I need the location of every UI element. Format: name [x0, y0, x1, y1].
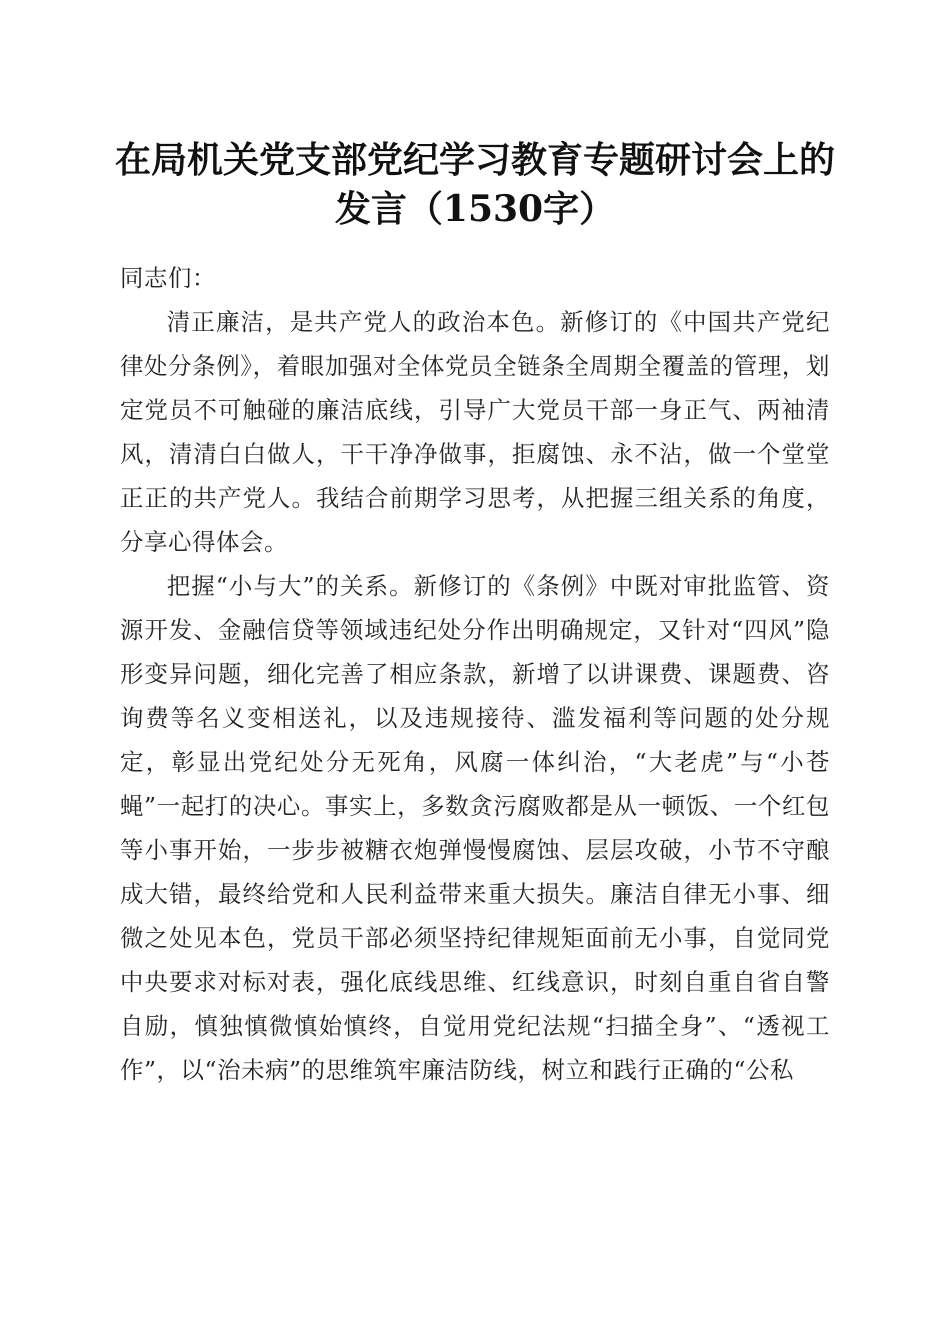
title-line-1: 在局机关党支部党纪学习教育专题研讨会上的 [114, 139, 835, 181]
document-title [100, 136, 850, 234]
document-body [120, 248, 830, 1092]
title-line-2: 发言（1530字） [334, 188, 616, 230]
paragraph-1: 清正廉洁，是共产党人的政治本色。新修订的《中国共产党纪律处分条例》，着眼加强对全体党员全链条全周期全覆盖的管理，划定党员不可触碰的廉洁底线，引导广大党员干部一身正气、两袖清风，清清白白做人，干干净净做事，拒腐蚀、永不沾，做一个堂堂正正的共产党人。我结合前期学习思考，从把握三组关系的角度，分享心得体会。 [120, 308, 830, 556]
paragraph-2: 把握“小与大”的关系。新修订的《条例》中既对审批监管、资源开发、金融信贷等领域违纪处分作出明确规定，又针对“四风”隐形变异问题，细化完善了相应条款，新增了以讲课费、课题费、咨询费等名义变相送礼，以及违规接待、滥发福利等问题的处分规定，彰显出党纪处分无死角，风腐一体纠治，“大老虎”与“小苍蝇”一起打的决心。事实上，多数贪污腐败都是从一顿饭、一个红包等小事开始，一步步被糖衣炮弹慢慢腐蚀、层层攻破，小节不守酿成大错，最终给党和人民利益带来重大损失。廉洁自律无小事、细微之处见本色，党员干部必须坚持纪律规矩面前无小事，自觉同党中央要求对标对表，强化底线思维、红线意识，时刻自重自省自警自励，慎独慎微慎始慎终，自觉用党纪法规“扫描全身”、“透视工作”，以“治未病”的思维筑牢廉洁防线，树立和践行正确的“公私 [120, 572, 830, 1084]
salutation: 同志们： [120, 264, 216, 292]
